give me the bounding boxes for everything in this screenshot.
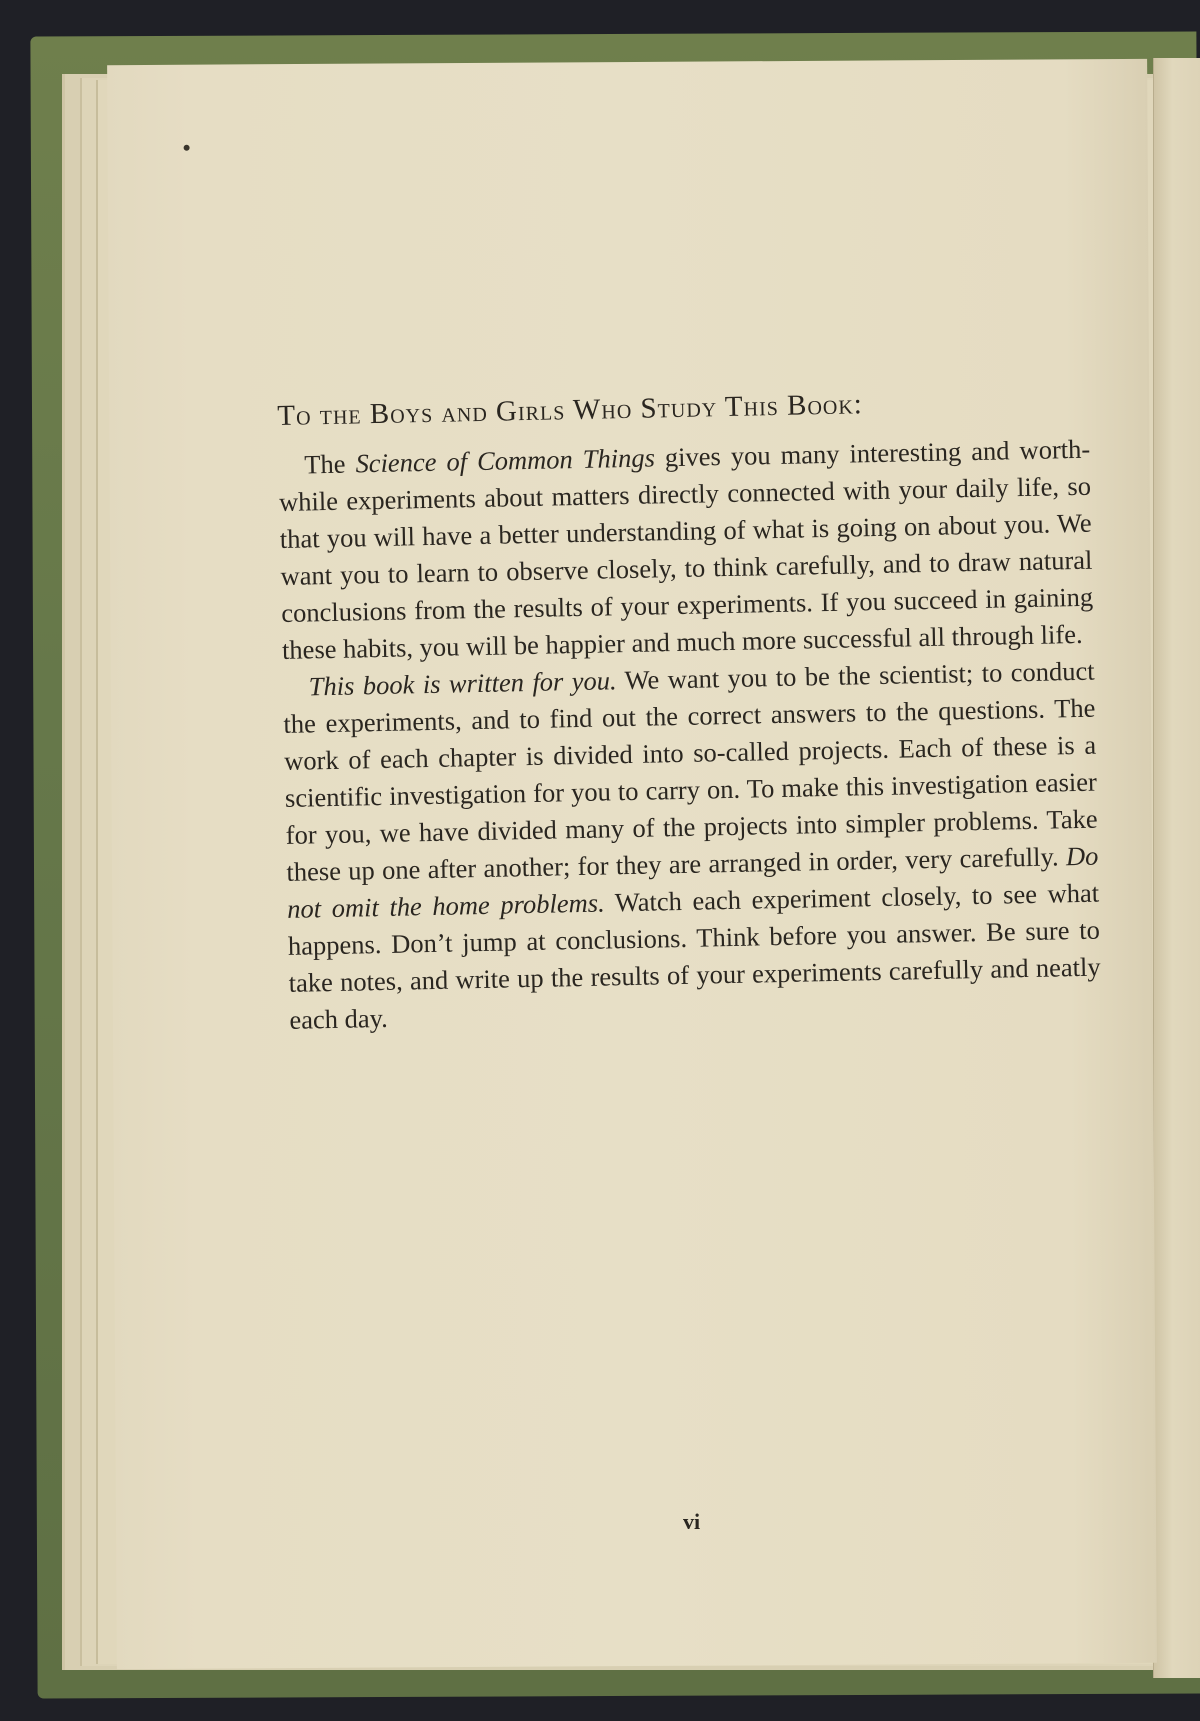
book-title: Science of Common Things [355, 442, 656, 479]
page-number: vi [683, 1509, 701, 1534]
para2-body-b: Watch each experiment closely, to see what happens. Don’t jump at conclusions. Think before you answer. Be sure to take notes, and write up the results of your experiments carefully and neatly each day. [287, 877, 1101, 1035]
para2-lead: This book is written for you. [308, 665, 617, 702]
preface-heading: To the Boys and Girls Who Study This Book: [277, 388, 864, 432]
para2-emphasis: Do not omit the home problems. [286, 840, 1099, 924]
para1-lead: The [303, 448, 356, 480]
ink-speck [184, 145, 190, 151]
paragraph-1 [278, 431, 1094, 669]
facing-page-edge [1153, 58, 1200, 1678]
preface-text [277, 384, 1102, 1039]
paragraph-2 [282, 653, 1101, 1039]
para2-body-a: We want you to be the scientist; to conduct the experiments, and to find out the correct answers to the questions. The work of each chapter is divided into so-called projects. Each of these is a scientific investigation for you to carry on. To make this investigation easier for you, we have divided many of the projects into simpler problems. Take these up one after another; for they are arranged in order, very carefully. [283, 655, 1098, 887]
para1-body: gives you many interesting and worth-while experiments about matters directly connected with your daily life, so that you will have a better understanding of what is going on about you. We want you to learn to observe closely, to think carefully, and to draw natural conclusions from the results of your experiments. If you succeed in gaining these habits, you will be happier and much more successful all through life. [278, 433, 1094, 665]
